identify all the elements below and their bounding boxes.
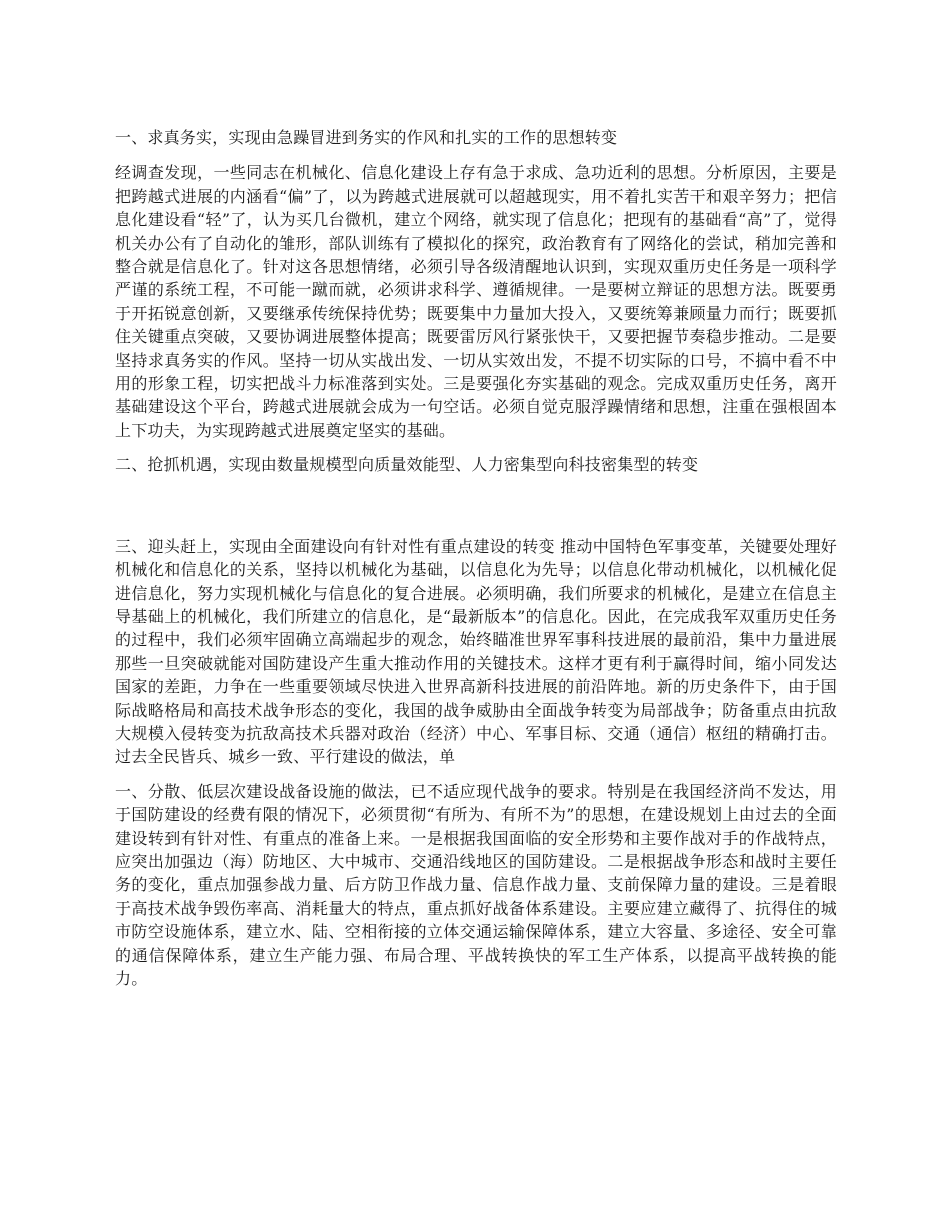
section-paragraph-1: 经调查发现，一些同志在机械化、信息化建设上存有急于求成、急功近利的思想。分析原因，主要是把跨越式进展的内涵看“偏”了，以为跨越式进展就可以超越现实，用不着扎实苦干和艰辛努力；把信息化建设看“轻”了，认为买几台微机，建立个网络，就实现了信息化；把现有的基础看“高”了，觉得机关办公有了自动化的雏形，部队训练有了模拟化的探究，政治教育有了网络化的尝试，稍加完善和整合就是信息化了。针对这各思想情绪，必须引导各级清醒地认识到，实现双重历史任务是一项科学严谨的系统工程，不可能一蹴而就，必须讲求科学、遵循规律。一是要树立辩证的思想方法。既要勇于开拓锐意创新，又要继承传统保持优势；既要集中力量加大投入，又要统筹兼顾量力而行；既要抓住关键重点突破，又要协调进展整体提高；既要雷厉风行紧张快干，又要把握节奏稳步推动。二是要坚持求真务实的作风。坚持一切从实战出发、一切从实效出发，不提不切实际的口号，不搞中看不中用的形象工程，切实把战斗力标准落到实处。三是要强化夯实基础的观念。完成双重历史任务，离开基础建设这个平台，跨越式进展就会成为一句空话。必须自觉克服浮躁情绪和思想，注重在强根固本上下功夫，为实现跨越式进展奠定坚实的基础。 (115, 163, 837, 440)
blank-space (115, 489, 837, 535)
section-heading-2: 二、抢抓机遇，实现由数量规模型向质量效能型、人力密集型向科技密集型的转变 (115, 455, 699, 475)
section-paragraph-4: 一、分散、低层次建设战备设施的做法，已不适应现代战争的要求。特别是在我国经济尚不发达，用于国防建设的经费有限的情况下，必须贯彻“有所为、有所不为”的思想，在建设规划上由过去的全面建设转到有针对性、有重点的准备上来。一是根据我国面临的安全形势和主要作战对手的作战特点，应突出加强边（海）防地区、大中城市、交通沿线地区的国防建设。二是根据战争形态和战时主要任务的变化，重点加强参战力量、后方防卫作战力量、信息作战力量、支前保障力量的建设。三是着眼于高技术战争毁伤率高、消耗量大的特点，重点抓好战备体系建设。主要应建立藏得了、抗得住的城市防空设施体系，建立水、陆、空相衔接的立体交通运输保障体系，建立大容量、多途径、安全可靠的通信保障体系，建立生产能力强、布局合理、平战转换快的军工生产体系，以提高平战转换的能力。 (115, 781, 837, 988)
section-paragraph-3: 三、迎头赶上，实现由全面建设向有针对性有重点建设的转变 推动中国特色军事变革，关键要处理好机械化和信息化的关系，坚持以机械化为基础，以信息化为先导；以信息化带动机械化，以机械化促进信息化，努力实现机械化与信息化的复合进展。必须明确，我们所要求的机械化，是建立在信息主导基础上的机械化，我们所建立的信息化，是“最新版本”的信息化。因此，在完成我军双重历史任务的过程中，我们必须牢固确立高端起步的观念，始终瞄准世界军事科技进展的最前沿，集中力量进展那些一旦突破就能对国防建设产生重大推动作用的关键技术。这样才更有利于赢得时间，缩小同发达国家的差距，力争在一些重要领域尽快进入世界高新科技进展的前沿阵地。新的历史条件下，由于国际战略格局和高技术战争形态的变化，我国的战争威胁由全面战争转变为局部战争；防备重点由抗敌大规模入侵转变为抗敌高技术兵器对政治（经济）中心、军事目标、交通（通信）枢纽的精确打击。过去全民皆兵、城乡一致、平行建设的做法，单 (115, 536, 837, 767)
section-heading-1: 一、求真务实，实现由急躁冒进到务实的作风和扎实的工作的思想转变 (115, 128, 618, 147)
document-body (115, 126, 837, 1001)
